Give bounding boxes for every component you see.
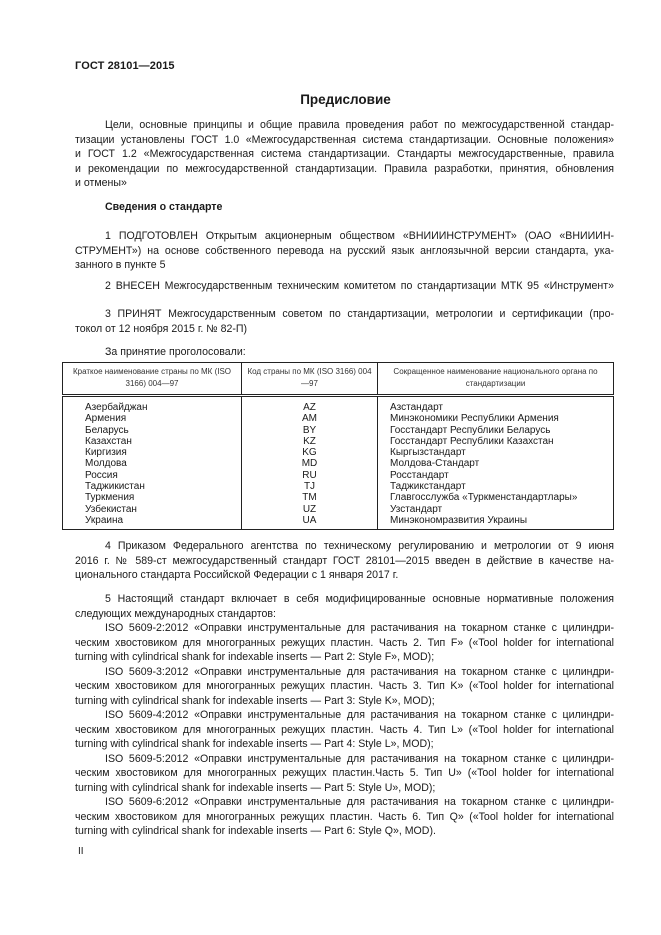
country-code: AM — [242, 413, 378, 424]
standards-body: Азстандарт — [378, 396, 614, 414]
iso-standard-line: ISO 5609-2:2012 «Оправки инструментальные для растачивания на токарном станке с цилиндри- — [105, 622, 614, 634]
page-number: II — [78, 846, 84, 857]
table-row — [63, 425, 614, 436]
iso-standard-line: turning with cylindrical shank for indexable inserts — Part 6: Style Q», MOD). — [75, 825, 436, 837]
table-row — [63, 470, 614, 481]
document-id-header: ГОСТ 28101—2015 — [75, 60, 175, 72]
standards-body: Госстандарт Республики Беларусь — [378, 425, 614, 436]
standards-body: Узстандарт — [378, 504, 614, 515]
item-2-paragraph — [75, 279, 614, 294]
text-line: ционального стандарта Российской Федерации с 1 января 2017 г. — [75, 569, 399, 581]
info-heading: Сведения о стандарте — [105, 201, 223, 213]
country-name: Узбекистан — [63, 504, 242, 515]
country-name: Армения — [63, 413, 242, 424]
standards-body: Таджикстандарт — [378, 481, 614, 492]
country-code: AZ — [242, 396, 378, 414]
country-name: Туркмения — [63, 492, 242, 503]
standards-body: Главгосслужба «Туркменстандартлары» — [378, 492, 614, 503]
text-line: следующих международных стандартов: — [75, 607, 276, 620]
standards-body: Росстандарт — [378, 470, 614, 481]
country-name: Беларусь — [63, 425, 242, 436]
column-header-country-code: Код страны по МК (ISO 3166) 004—97 — [242, 363, 378, 396]
iso-standard-line: turning with cylindrical shank for indexable inserts — Part 5: Style U», MOD); — [75, 781, 436, 794]
country-code: KZ — [242, 436, 378, 447]
table-row — [63, 436, 614, 447]
voting-table — [62, 362, 614, 530]
text-line: и отмены» — [75, 177, 127, 189]
country-code: BY — [242, 425, 378, 436]
item-1-paragraph — [75, 229, 614, 273]
table-row — [63, 515, 614, 530]
standards-body: Минэкономики Республики Армения — [378, 413, 614, 424]
country-name: Молдова — [63, 458, 242, 469]
iso-standard-line: ISO 5609-4:2012 «Оправки инструментальные для растачивания на токарном станке с цилиндри- — [105, 709, 614, 721]
country-code: KG — [242, 447, 378, 458]
standards-body: Госстандарт Республики Казахстан — [378, 436, 614, 447]
item-4-paragraph — [75, 539, 614, 583]
table-row — [63, 447, 614, 458]
standards-body: Минэкономразвития Украины — [378, 515, 614, 530]
country-code: TJ — [242, 481, 378, 492]
iso-standard-line: ISO 5609-5:2012 «Оправки инструментальные для растачивания на токарном станке с цилиндри- — [105, 752, 614, 765]
iso-standard-line: ISO 5609-6:2012 «Оправки инструментальные для растачивания на токарном станке с цилиндри- — [105, 796, 614, 808]
table-row — [63, 504, 614, 515]
country-code: TM — [242, 492, 378, 503]
text-line: 2016 г. № 589-ст межгосударственный стандарт ГОСТ 28101—2015 введен в действие в качестве на- — [75, 554, 614, 567]
text-line: Цели, основные принципы и общие правила проведения работ по межгосударственной стандар- — [105, 119, 614, 131]
text-line: 2 ВНЕСЕН Межгосударственным техническим комитетом по стандартизации МТК 95 «Инструмент» — [105, 280, 614, 292]
iso-standard-line: ческим хвостовиком для многогранных режущих пластин. Часть 3. Тип K» («Tool holder for international — [75, 680, 614, 692]
iso-standard-line: ISO 5609-3:2012 «Оправки инструментальные для растачивания на токарном станке с цилиндри- — [105, 665, 614, 678]
section-title: Предисловие — [300, 92, 391, 107]
intro-paragraph — [75, 118, 614, 191]
table-row — [63, 492, 614, 503]
standards-body: Молдова-Стандарт — [378, 458, 614, 469]
country-name: Казахстан — [63, 436, 242, 447]
table-header-row — [63, 363, 614, 396]
text-line: и ГОСТ 1.2 «Межгосударственная система стандартизации. Стандарты межгосударственные, правила — [75, 148, 614, 160]
text-line: 1 ПОДГОТОВЛЕН Открытым акционерным обществом «ВНИИИНСТРУМЕНТ» (ОАО «ВНИИИН- — [105, 230, 614, 242]
country-name: Россия — [63, 470, 242, 481]
table-row — [63, 458, 614, 469]
text-line: и рекомендации по межгосударственной стандартизации. Правила разработки, принятия, обновления — [75, 162, 614, 175]
table-row — [63, 413, 614, 424]
text-line: токол от 12 ноября 2015 г. № 82-П) — [75, 322, 248, 335]
item-3-paragraph — [75, 307, 614, 336]
iso-standard-line: turning with cylindrical shank for indexable inserts — Part 4: Style L», MOD); — [75, 738, 434, 750]
iso-standard-line: turning with cylindrical shank for indexable inserts — Part 3: Style K», MOD); — [75, 694, 435, 707]
text-line: 3 ПРИНЯТ Межгосударственным советом по стандартизации, метрологии и сертификации (про- — [105, 308, 614, 320]
text-line: СТРУМЕНТ») на основе собственного перевода на русский язык англоязычной версии стандарта, ука- — [75, 244, 614, 257]
country-name: Таджикистан — [63, 481, 242, 492]
country-code: UZ — [242, 504, 378, 515]
country-name: Азербайджан — [63, 396, 242, 414]
country-code: UA — [242, 515, 378, 530]
item-5-paragraph — [75, 592, 614, 839]
standards-body: Кыргызстандарт — [378, 447, 614, 458]
text-line: 4 Приказом Федерального агентства по техническому регулированию и метрологии от 9 июня — [105, 540, 614, 552]
column-header-standards-body: Сокращенное наименование национального органа по стандартизации — [378, 363, 614, 396]
country-name: Киргизия — [63, 447, 242, 458]
country-name: Украина — [63, 515, 242, 530]
voted-label: За принятие проголосовали: — [105, 346, 246, 358]
country-code: MD — [242, 458, 378, 469]
table-row — [63, 481, 614, 492]
text-line: 5 Настоящий стандарт включает в себя модифицированные основные нормативные положения — [105, 593, 614, 605]
country-code: RU — [242, 470, 378, 481]
table-row — [63, 396, 614, 414]
iso-standard-line: ческим хвостовиком для многогранных режущих пластин.Часть 5. Тип U» («Tool holder for international — [75, 767, 614, 779]
text-line: занного в пункте 5 — [75, 259, 166, 271]
iso-standard-line: turning with cylindrical shank for indexable inserts — Part 2: Style F», MOD); — [75, 651, 435, 663]
iso-standard-line: ческим хвостовиком для многогранных режущих пластин. Часть 6. Тип Q» («Tool holder for international — [75, 810, 614, 823]
iso-standard-line: ческим хвостовиком для многогранных режущих пластин. Часть 2. Тип F» («Tool holder for international — [75, 636, 614, 649]
column-header-country-name: Краткое наименование страны по МК (ISO 3166) 004—97 — [63, 363, 242, 396]
iso-standard-line: ческим хвостовиком для многогранных режущих пластин. Часть 4. Тип L» («Tool holder for international — [75, 723, 614, 736]
text-line: тизации установлены ГОСТ 1.0 «Межгосударственная система стандартизации. Основные положения» — [75, 133, 614, 146]
